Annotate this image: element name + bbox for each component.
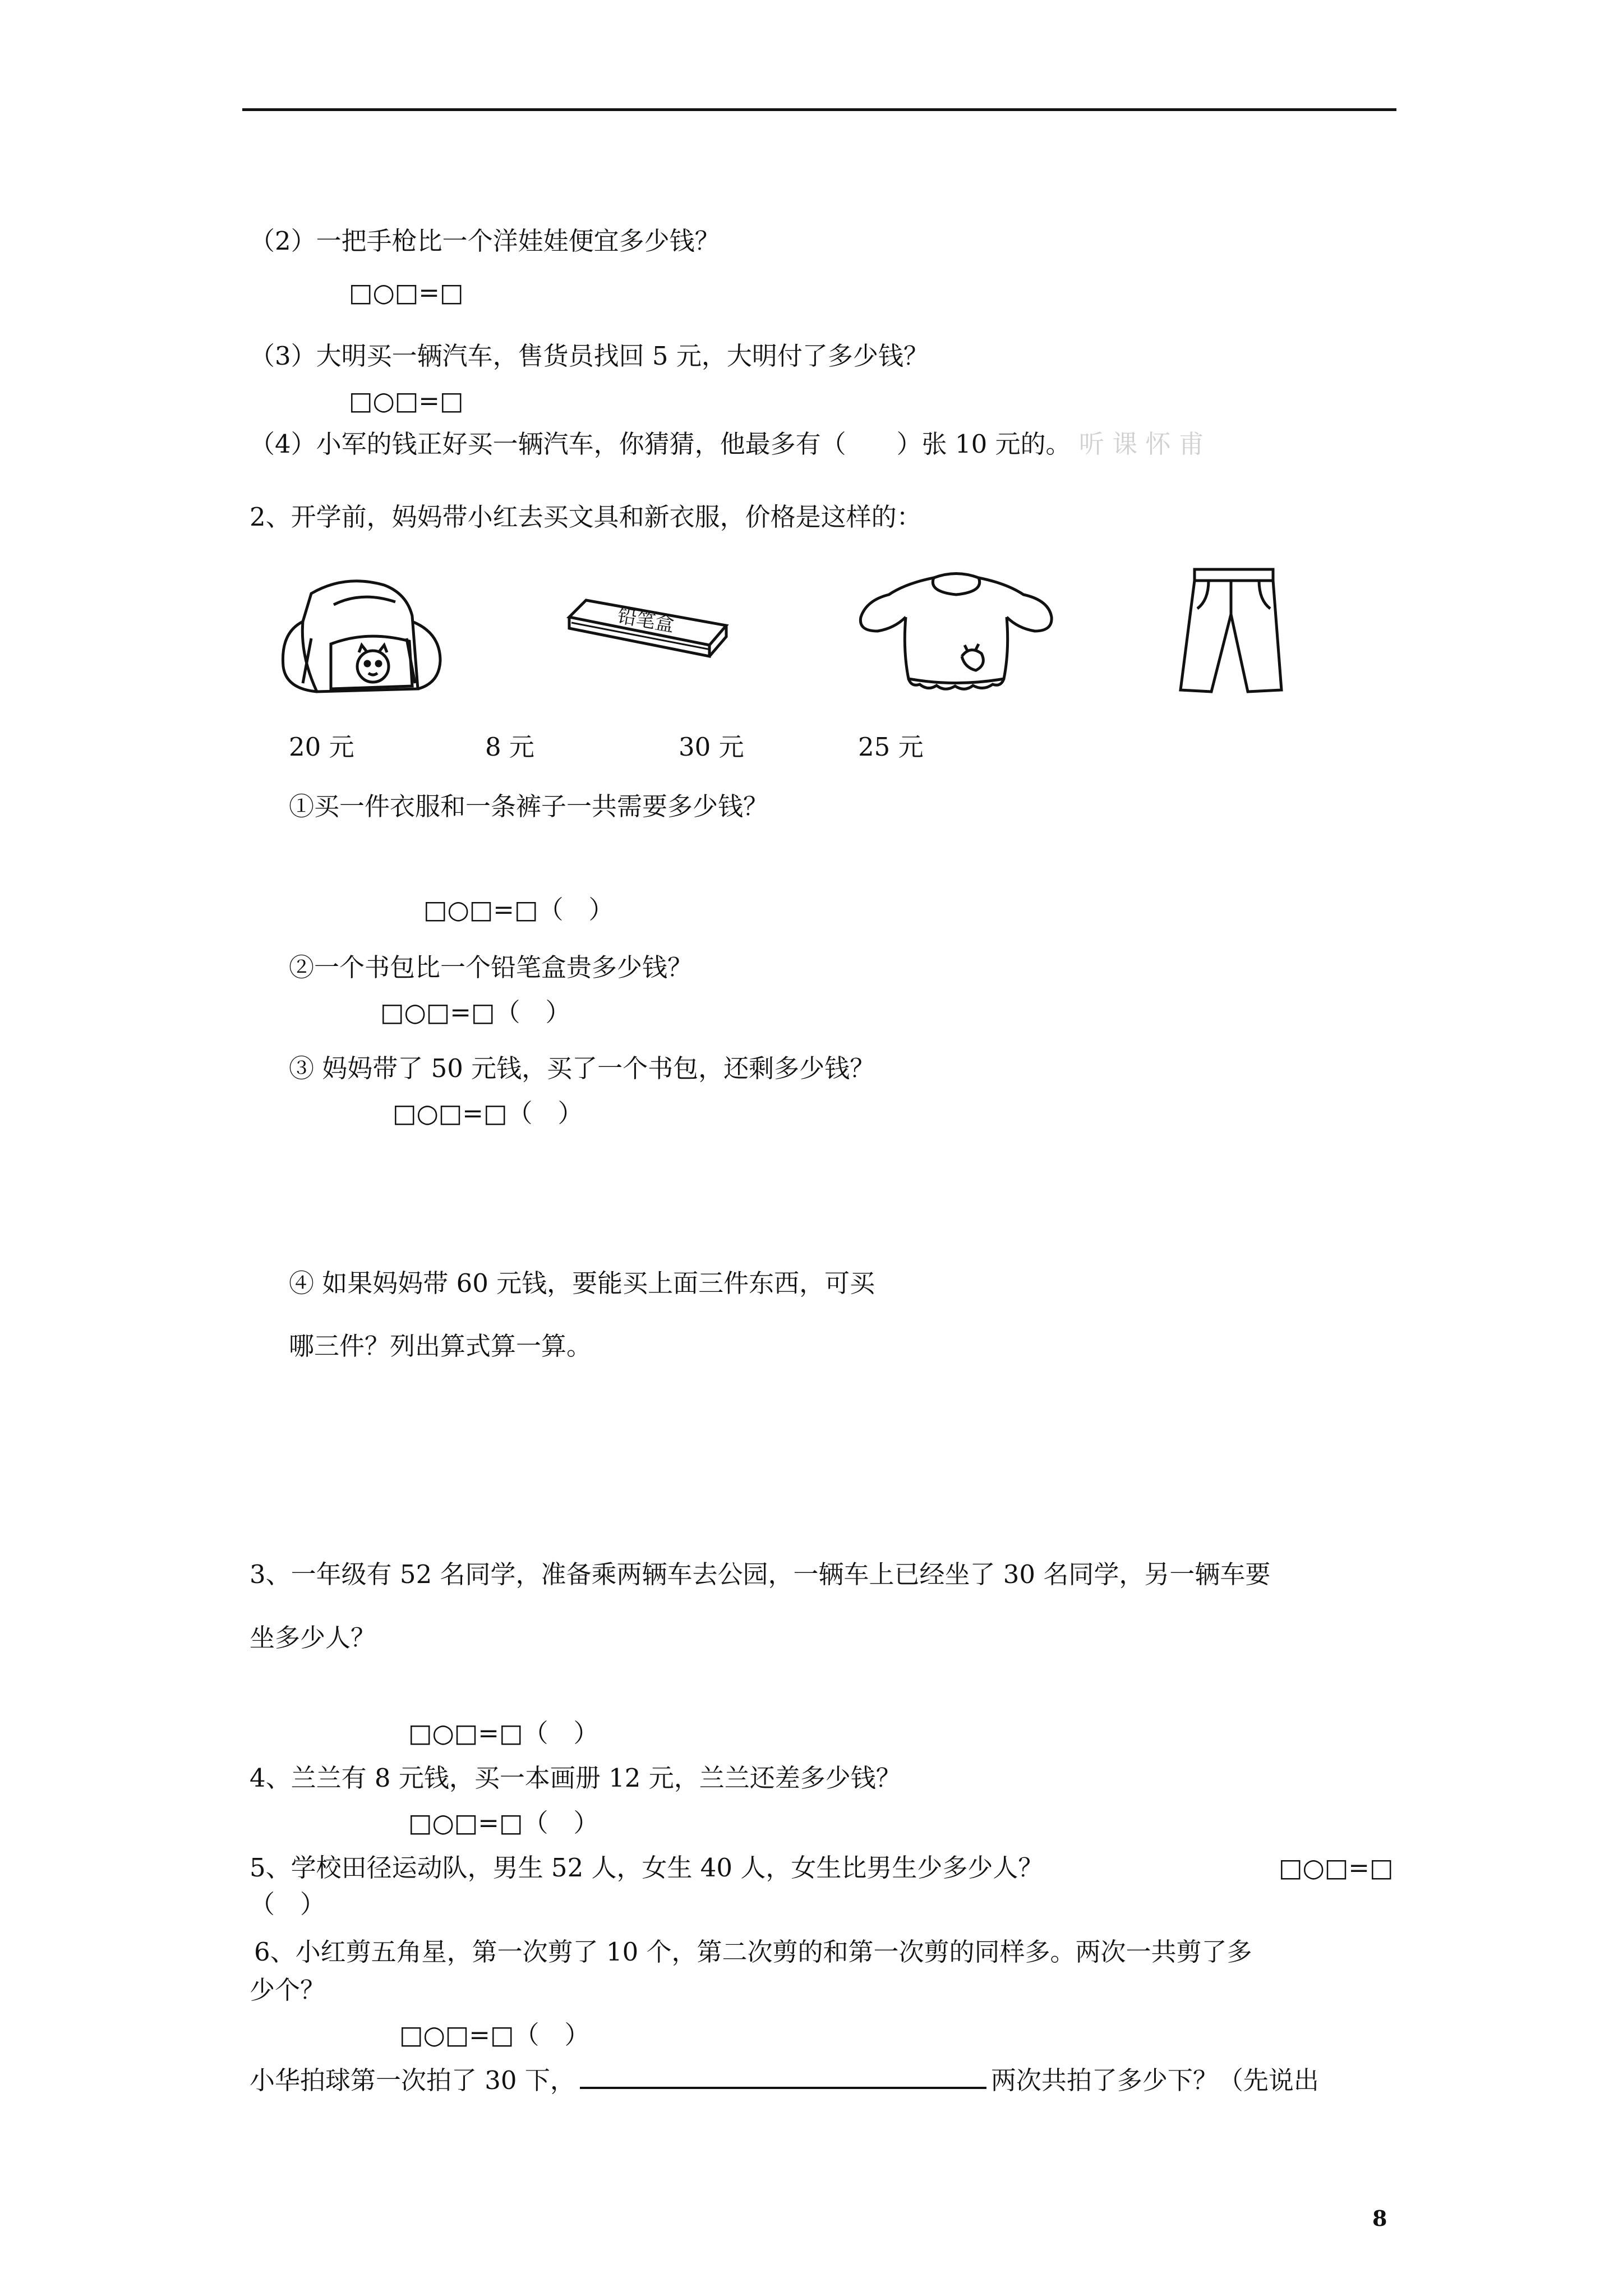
q6-formula: □○□=□（ ） bbox=[399, 2020, 590, 2050]
q1-part4 bbox=[250, 427, 1204, 461]
q1-part2: （2）一把手枪比一个洋娃娃便宜多少钱？ bbox=[250, 226, 720, 256]
q5-text: 5、学校田径运动队，男生 52 人，女生 40 人，女生比男生少多少人？ bbox=[250, 1853, 1044, 1883]
q2-sub4-line1: ④ 如果妈妈带 60 元钱，要能买上面三件东西，可买 bbox=[289, 1268, 875, 1298]
q1-part4-faint-text: 听 课 怀 甫 bbox=[1078, 429, 1204, 459]
q1-part3: （3）大明买一辆汽车，售货员找回 5 元，大明付了多少钱？ bbox=[250, 341, 929, 371]
q7-answer-blank[interactable] bbox=[580, 2062, 986, 2089]
q2-sub4-line2: 哪三件？列出算式算一算。 bbox=[289, 1331, 592, 1361]
q2-sub3-formula: □○□=□（ ） bbox=[393, 1098, 583, 1128]
q1-part3-formula: □○□=□ bbox=[349, 386, 464, 416]
q2-sub1-formula: □○□=□（ ） bbox=[423, 895, 614, 924]
q1-part4-text: （4）小军的钱正好买一辆汽车，你猜猜，他最多有（ ）张 10 元的。 bbox=[250, 429, 1071, 459]
q2-sub3: ③ 妈妈带了 50 元钱，买了一个书包，还剩多少钱？ bbox=[289, 1053, 875, 1083]
q5-formula: □○□=□ bbox=[1279, 1853, 1394, 1883]
pants-price: 25 元 bbox=[858, 732, 924, 762]
q7-line bbox=[250, 2062, 1319, 2097]
pencil-case-label: 铅笔盒 bbox=[615, 604, 676, 637]
q2-sub2-formula: □○□=□（ ） bbox=[380, 997, 571, 1027]
q4-text: 4、兰兰有 8 元钱，买一本画册 12 元，兰兰还差多少钱？ bbox=[250, 1763, 901, 1793]
q2-intro: 2、开学前，妈妈带小红去买文具和新衣服，价格是这样的： bbox=[250, 502, 922, 532]
q5-paren: （ ） bbox=[250, 1889, 326, 1919]
backpack-price: 20 元 bbox=[289, 732, 354, 762]
q1-part2-formula: □○□=□ bbox=[349, 278, 464, 307]
backpack-icon bbox=[278, 571, 446, 697]
pants-icon bbox=[1175, 564, 1287, 698]
shirt-icon bbox=[855, 567, 1057, 696]
page-number: 8 bbox=[1372, 2206, 1387, 2231]
pencil-case-price: 8 元 bbox=[485, 732, 534, 762]
shirt-price: 30 元 bbox=[679, 732, 744, 762]
header-rule bbox=[242, 108, 1396, 111]
q7-text-before: 小华拍球第一次拍了 30 下， bbox=[250, 2065, 575, 2095]
pencil-case-icon bbox=[564, 595, 732, 668]
q2-sub2: ②一个书包比一个铅笔盒贵多少钱？ bbox=[289, 953, 693, 982]
q6-line1: 6、小红剪五角星，第一次剪了 10 个，第二次剪的和第一次剪的同样多。两次一共剪了多 bbox=[254, 1937, 1252, 1967]
q3-line1: 3、一年级有 52 名同学，准备乘两辆车去公园，一辆车上已经坐了 30 名同学，另一辆车要 bbox=[250, 1559, 1271, 1589]
q6-line2: 少个？ bbox=[250, 1975, 326, 2005]
q2-sub1: ①买一件衣服和一条裤子一共需要多少钱？ bbox=[289, 792, 769, 821]
q7-text-after: 两次共拍了多少下？（先说出 bbox=[990, 2065, 1319, 2095]
q4-formula: □○□=□（ ） bbox=[408, 1808, 599, 1838]
q3-line2: 坐多少人？ bbox=[250, 1623, 376, 1653]
q3-formula: □○□=□（ ） bbox=[408, 1718, 599, 1748]
